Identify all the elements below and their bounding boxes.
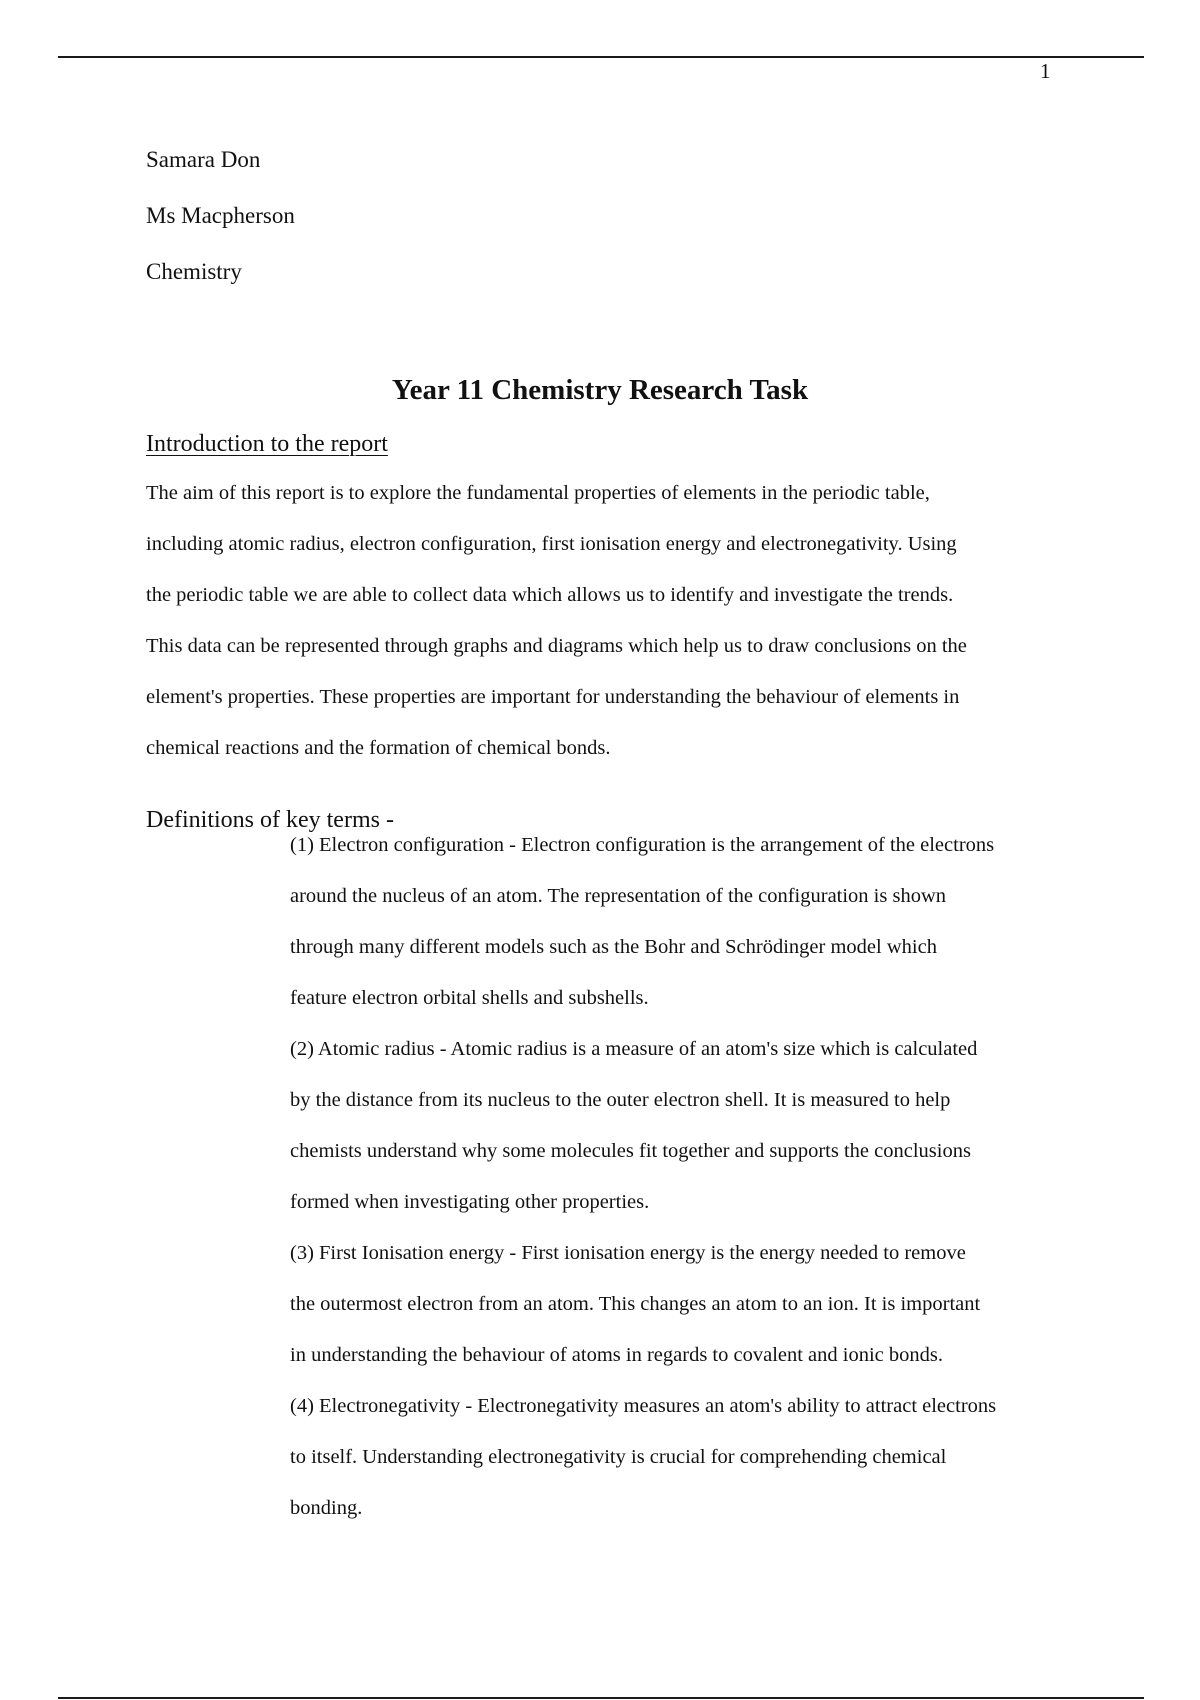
- definition-line: the outermost electron from an atom. This changes an atom to an ion. It is important: [290, 1293, 981, 1315]
- definition-line: through many different models such as the Bohr and Schrödinger model which: [290, 936, 937, 958]
- definition-line: (4) Electronegativity - Electronegativity measures an atom's ability to attract electrons: [290, 1395, 997, 1417]
- definition-line: around the nucleus of an atom. The representation of the configuration is shown: [290, 885, 947, 907]
- definitions-heading: Definitions of key terms -: [146, 807, 394, 833]
- definition-first-ionisation-energy: [290, 1228, 1110, 1381]
- definition-line: to itself. Understanding electronegativity is crucial for comprehending chemical: [290, 1446, 947, 1468]
- definitions-list: [290, 820, 1110, 1534]
- definition-line: (1) Electron configuration - Electron configuration is the arrangement of the electrons: [290, 834, 995, 856]
- definition-atomic-radius: [290, 1024, 1110, 1228]
- introduction-line: the periodic table we are able to collect data which allows us to identify and investigate the trends.: [146, 584, 954, 606]
- subject-name: Chemistry: [146, 259, 242, 284]
- teacher-name: Ms Macpherson: [146, 203, 295, 228]
- document-title: Year 11 Chemistry Research Task: [391, 374, 809, 406]
- introduction-line: chemical reactions and the formation of chemical bonds.: [146, 737, 611, 759]
- footer-rule: [58, 1697, 1144, 1699]
- definition-line: feature electron orbital shells and subshells.: [290, 987, 649, 1009]
- definition-electronegativity: [290, 1381, 1110, 1534]
- introduction-line: The aim of this report is to explore the fundamental properties of elements in the periodic table,: [146, 482, 930, 504]
- page-number: 1: [1040, 59, 1051, 83]
- introduction-paragraph: [146, 468, 1046, 774]
- definition-line: formed when investigating other properties.: [290, 1191, 650, 1213]
- definition-line: chemists understand why some molecules fit together and supports the conclusions: [290, 1140, 971, 1162]
- header-rule: [58, 56, 1144, 58]
- student-name: Samara Don: [146, 147, 261, 172]
- definition-line: (2) Atomic radius - Atomic radius is a measure of an atom's size which is calculated: [290, 1038, 978, 1060]
- introduction-line: element's properties. These properties are important for understanding the behaviour of elements in: [146, 686, 960, 708]
- definition-line: in understanding the behaviour of atoms in regards to covalent and ionic bonds.: [290, 1344, 943, 1366]
- definition-line: bonding.: [290, 1497, 363, 1519]
- definition-electron-configuration: [290, 820, 1110, 1024]
- introduction-line: This data can be represented through graphs and diagrams which help us to draw conclusions on the: [146, 635, 967, 657]
- introduction-heading: Introduction to the report: [146, 431, 388, 457]
- definition-line: (3) First Ionisation energy - First ionisation energy is the energy needed to remove: [290, 1242, 966, 1264]
- introduction-line: including atomic radius, electron configuration, first ionisation energy and electronegativity. Using: [146, 533, 957, 555]
- definition-line: by the distance from its nucleus to the outer electron shell. It is measured to help: [290, 1089, 951, 1111]
